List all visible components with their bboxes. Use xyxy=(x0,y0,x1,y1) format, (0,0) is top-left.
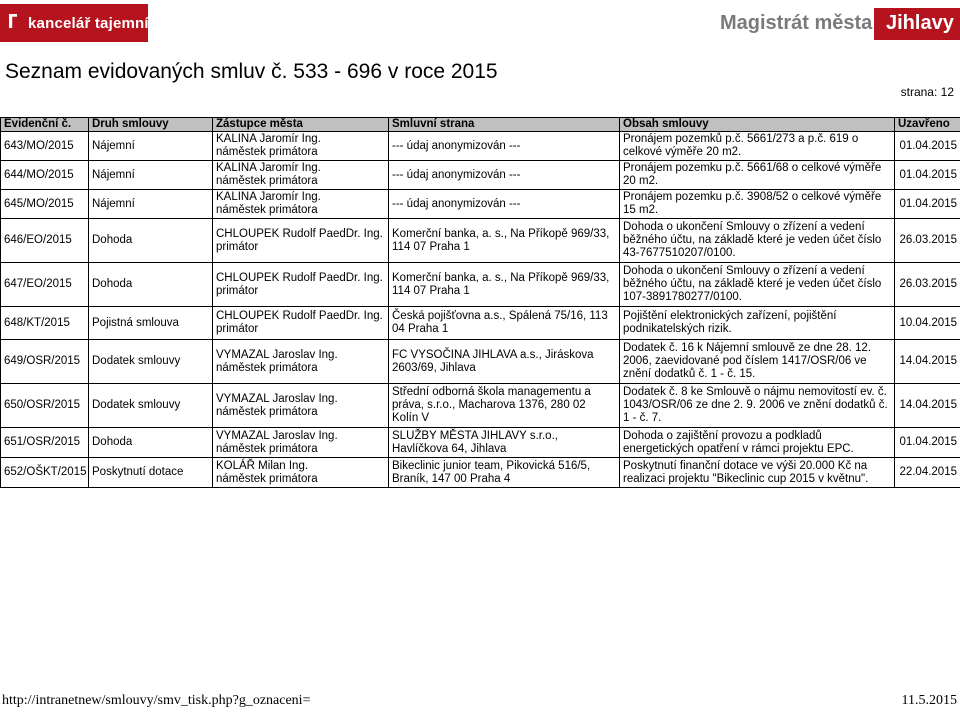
page-title: Seznam evidovaných smluv č. 533 - 696 v roce 2015 xyxy=(5,60,498,83)
rep-role: náměstek primátora xyxy=(216,442,318,455)
rep-role: náměstek primátora xyxy=(216,146,318,158)
table-row xyxy=(1,458,960,488)
party-line: --- údaj anonymizován --- xyxy=(392,168,521,181)
cell-party xyxy=(389,458,620,488)
party-line-2: 114 07 Praha 1 xyxy=(392,284,470,297)
col-header-representative: Zástupce města xyxy=(213,118,389,132)
cell-party xyxy=(389,428,620,458)
table-row xyxy=(1,132,960,161)
party-line: Bikeclinic junior team, Pikovická 516/5, xyxy=(392,459,591,472)
table-row xyxy=(1,428,960,458)
party-line: Česká pojišťovna a.s., Spálená 75/16, 113 xyxy=(392,310,608,322)
cell-type: Nájemní xyxy=(89,190,213,219)
cell-representative xyxy=(213,384,389,428)
logo-mark-icon xyxy=(9,14,17,28)
table-row xyxy=(1,161,960,190)
page-number: strana: 12 xyxy=(900,85,954,99)
cell-content: Dohoda o zajištění provozu a podkladů energetických opatření v rámci projektu EPC. xyxy=(620,428,895,458)
cell-id: 647/EO/2015 xyxy=(1,263,89,307)
col-header-id: Evidenční č. xyxy=(1,118,89,132)
cell-party xyxy=(389,219,620,263)
page-header xyxy=(0,0,960,52)
cell-party xyxy=(389,384,620,428)
party-line: --- údaj anonymizován --- xyxy=(392,197,521,210)
rep-role: primátor xyxy=(216,240,259,253)
rep-role: primátor xyxy=(216,323,259,335)
cell-id: 652/OŠKT/2015 xyxy=(1,458,89,488)
cell-content: Pronájem pozemků p.č. 5661/273 a p.č. 619 o celkové výměře 20 m2. xyxy=(620,132,895,161)
party-line-2: 114 07 Praha 1 xyxy=(392,240,470,253)
cell-representative xyxy=(213,428,389,458)
cell-id: 646/EO/2015 xyxy=(1,219,89,263)
table-row xyxy=(1,219,960,263)
cell-type: Nájemní xyxy=(89,132,213,161)
cell-type: Nájemní xyxy=(89,161,213,190)
party-line: Střední odborná škola managementu a práva, s.r.o., Macharova 1376, 280 02 xyxy=(392,386,591,411)
cell-party xyxy=(389,263,620,307)
rep-role: náměstek primátora xyxy=(216,204,318,216)
cell-type: Dodatek smlouvy xyxy=(89,340,213,384)
cell-content: Pronájem pozemku p.č. 3908/52 o celkové výměře 15 m2. xyxy=(620,190,895,219)
cell-representative xyxy=(213,161,389,190)
logo-right-label-b: Jihlavy xyxy=(886,12,954,34)
cell-representative xyxy=(213,132,389,161)
table-row xyxy=(1,263,960,307)
rep-name: CHLOUPEK Rudolf PaedDr. Ing. xyxy=(216,271,383,284)
col-header-content: Obsah smlouvy xyxy=(620,118,895,132)
cell-type: Poskytnutí dotace xyxy=(89,458,213,488)
cell-date: 10.04.2015 xyxy=(895,307,960,340)
rep-role: náměstek primátora xyxy=(216,405,318,418)
logo-kancelar-tajemnika xyxy=(0,4,166,42)
cell-date: 22.04.2015 xyxy=(895,458,960,488)
rep-name: KALINA Jaromír Ing. xyxy=(216,133,321,145)
rep-role: primátor xyxy=(216,284,259,297)
rep-name: KOLÁŘ Milan Ing. xyxy=(216,459,309,472)
cell-content: Dodatek č. 16 k Nájemní smlouvě ze dne 28. 12. 2006, zaevidované pod číslem 1417/OSR/06 ve znění dodatků č. 1 - č. 15. xyxy=(620,340,895,384)
party-line-2: Havlíčkova 64, Jihlava xyxy=(392,442,507,455)
party-line: FC VYSOČINA JIHLAVA a.s., Jiráskova xyxy=(392,348,594,361)
col-header-type: Druh smlouvy xyxy=(89,118,213,132)
cell-id: 650/OSR/2015 xyxy=(1,384,89,428)
cell-date: 26.03.2015 xyxy=(895,219,960,263)
table-row xyxy=(1,384,960,428)
rep-name: CHLOUPEK Rudolf PaedDr. Ing. xyxy=(216,310,383,322)
cell-party xyxy=(389,307,620,340)
logo-left-label: kancelář tajemníka xyxy=(28,15,166,32)
cell-id: 649/OSR/2015 xyxy=(1,340,89,384)
contracts-table xyxy=(0,117,960,488)
cell-type: Dodatek smlouvy xyxy=(89,384,213,428)
cell-id: 651/OSR/2015 xyxy=(1,428,89,458)
table-header-row xyxy=(1,118,960,132)
rep-role: náměstek primátora xyxy=(216,472,318,485)
cell-content: Poskytnutí finanční dotace ve výši 20.000 Kč na realizaci projektu "Bikeclinic cup 2015 v květnu". xyxy=(620,458,895,488)
cell-representative xyxy=(213,307,389,340)
cell-id: 645/MO/2015 xyxy=(1,190,89,219)
rep-name: CHLOUPEK Rudolf PaedDr. Ing. xyxy=(216,227,383,240)
cell-type: Dohoda xyxy=(89,219,213,263)
party-line: Komerční banka, a. s., Na Příkopě 969/33, xyxy=(392,227,610,240)
rep-name: KALINA Jaromír Ing. xyxy=(216,162,321,174)
rep-name: KALINA Jaromír Ing. xyxy=(216,191,321,203)
logo-right-label-a: Magistrát města xyxy=(720,12,873,34)
footer-date: 11.5.2015 xyxy=(901,693,957,708)
cell-representative xyxy=(213,219,389,263)
cell-content: Dodatek č. 8 ke Smlouvě o nájmu nemovitostí ev. č. 1043/OSR/06 ze dne 2. 9. 2006 ve znění dodatků č. 1 - č. 7. xyxy=(620,384,895,428)
rep-name: VYMAZAL Jaroslav Ing. xyxy=(216,429,338,442)
party-line: Komerční banka, a. s., Na Příkopě 969/33, xyxy=(392,271,610,284)
cell-representative xyxy=(213,340,389,384)
cell-type: Pojistná smlouva xyxy=(89,307,213,340)
cell-date: 01.04.2015 xyxy=(895,132,960,161)
cell-type: Dohoda xyxy=(89,263,213,307)
col-header-date: Uzavřeno xyxy=(895,118,960,132)
rep-role: náměstek primátora xyxy=(216,175,318,187)
cell-type: Dohoda xyxy=(89,428,213,458)
cell-party xyxy=(389,161,620,190)
party-line-2: Kolín V xyxy=(392,412,430,424)
rep-name: VYMAZAL Jaroslav Ing. xyxy=(216,348,338,361)
cell-content: Dohoda o ukončení Smlouvy o zřízení a vedení běžného účtu, na základě které je veden účet číslo 43-7677510207/0100. xyxy=(620,219,895,263)
party-line: --- údaj anonymizován --- xyxy=(392,139,521,152)
cell-party xyxy=(389,132,620,161)
footer-url: http://intranetnew/smlouvy/smv_tisk.php?g_oznaceni= xyxy=(2,693,311,708)
cell-date: 14.04.2015 xyxy=(895,340,960,384)
party-line-2: 2603/69, Jihlava xyxy=(392,361,476,374)
rep-name: VYMAZAL Jaroslav Ing. xyxy=(216,392,338,405)
cell-content: Pronájem pozemku p.č. 5661/68 o celkové výměře 20 m2. xyxy=(620,161,895,190)
cell-id: 648/KT/2015 xyxy=(1,307,89,340)
cell-id: 643/MO/2015 xyxy=(1,132,89,161)
party-line: SLUŽBY MĚSTA JIHLAVY s.r.o., xyxy=(392,429,558,442)
cell-date: 14.04.2015 xyxy=(895,384,960,428)
party-line-2: Braník, 147 00 Praha 4 xyxy=(392,472,511,485)
logo-magistrat xyxy=(716,8,960,40)
table-row xyxy=(1,340,960,384)
cell-representative xyxy=(213,263,389,307)
cell-party xyxy=(389,190,620,219)
cell-representative xyxy=(213,190,389,219)
rep-role: náměstek primátora xyxy=(216,361,318,374)
cell-content: Pojištění elektronických zařízení, pojištění podnikatelských rizik. xyxy=(620,307,895,340)
cell-date: 01.04.2015 xyxy=(895,428,960,458)
cell-representative xyxy=(213,458,389,488)
col-header-party: Smluvní strana xyxy=(389,118,620,132)
cell-date: 01.04.2015 xyxy=(895,161,960,190)
table-row xyxy=(1,307,960,340)
cell-date: 01.04.2015 xyxy=(895,190,960,219)
cell-id: 644/MO/2015 xyxy=(1,161,89,190)
cell-party xyxy=(389,340,620,384)
table-row xyxy=(1,190,960,219)
cell-content: Dohoda o ukončení Smlouvy o zřízení a vedení běžného účtu, na základě které je veden účet číslo 107-3891780277/0100. xyxy=(620,263,895,307)
cell-date: 26.03.2015 xyxy=(895,263,960,307)
party-line-2: 04 Praha 1 xyxy=(392,323,449,335)
